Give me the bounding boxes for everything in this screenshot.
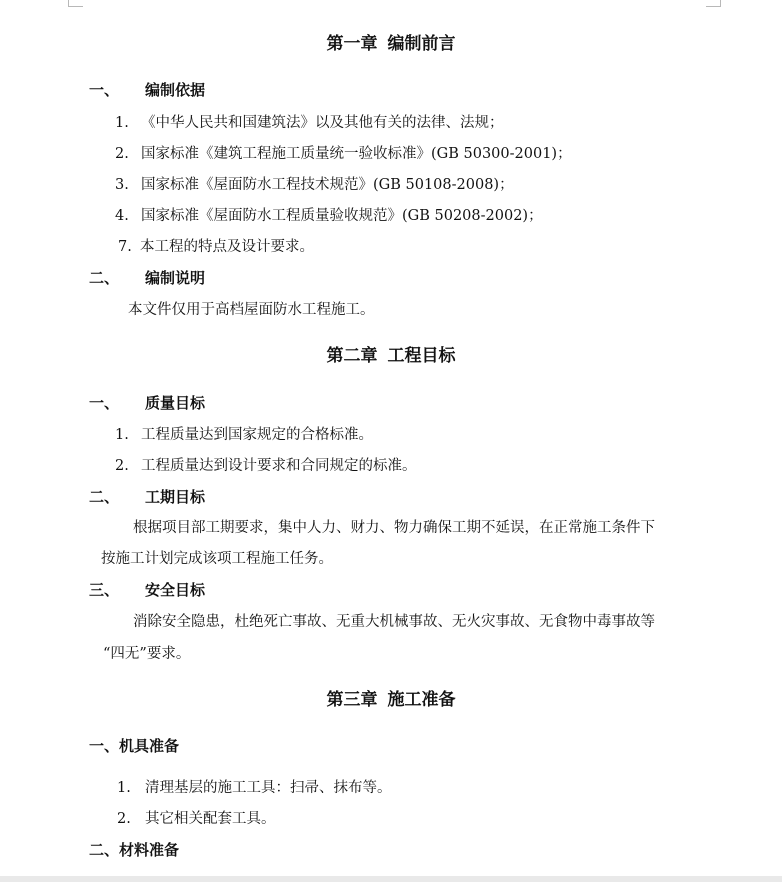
section-number: 三、 bbox=[89, 581, 120, 599]
paragraph-line: 按施工计划完成该项工程施工任务。 bbox=[101, 551, 333, 567]
chapter-title: 第三章 施工准备 bbox=[326, 690, 456, 710]
list-item-number: 1. bbox=[115, 427, 129, 443]
section-number: 二、 bbox=[89, 488, 120, 506]
list-item-number: 7. bbox=[118, 239, 132, 255]
list-item-text: 《中华人民共和国建筑法》以及其他有关的法律、法规； bbox=[141, 115, 504, 131]
paragraph-line: “四无”要求。 bbox=[103, 646, 191, 662]
list-item-number: 4. bbox=[115, 208, 129, 224]
list-item-text: 工程质量达到国家规定的合格标准。 bbox=[141, 427, 373, 443]
list-item-text: 清理基层的施工工具：扫帚、抹布等。 bbox=[145, 780, 392, 796]
section-heading: 二、材料准备 bbox=[89, 841, 180, 859]
section-title: 安全目标 bbox=[145, 581, 206, 599]
list-item-number: 1. bbox=[115, 115, 129, 131]
list-item-text: 国家标准《屋面防水工程质量验收规范》(GB 50208-2002)； bbox=[141, 208, 543, 224]
list-item-text: 本工程的特点及设计要求。 bbox=[140, 239, 314, 255]
page-bottom-edge bbox=[0, 876, 782, 882]
chapter-title: 第二章 工程目标 bbox=[326, 346, 456, 366]
section-title: 工期目标 bbox=[145, 488, 206, 506]
paragraph-line: 消除安全隐患，杜绝死亡事故、无重大机械事故、无火灾事故、无食物中毒事故等 bbox=[133, 614, 655, 630]
section-number: 一、 bbox=[89, 394, 120, 412]
list-item-text: 其它相关配套工具。 bbox=[145, 811, 276, 827]
section-title: 编制依据 bbox=[145, 81, 206, 99]
list-item-text: 国家标准《屋面防水工程技术规范》(GB 50108-2008)； bbox=[141, 177, 514, 193]
list-item-text: 工程质量达到设计要求和合同规定的标准。 bbox=[141, 458, 417, 474]
section-number: 二、 bbox=[89, 269, 120, 287]
paragraph: 本文件仅用于高档屋面防水工程施工。 bbox=[128, 302, 375, 318]
list-item-text: 国家标准《建筑工程施工质量统一验收标准》(GB 50300-2001)； bbox=[141, 146, 572, 162]
list-item-number: 1. bbox=[117, 780, 131, 796]
section-number: 一、 bbox=[89, 81, 120, 99]
section-title: 编制说明 bbox=[145, 269, 206, 287]
paragraph-line: 根据项目部工期要求，集中人力、财力、物力确保工期不延误，在正常施工条件下 bbox=[133, 520, 655, 536]
chapter-title: 第一章 编制前言 bbox=[326, 34, 456, 54]
list-item-number: 2. bbox=[115, 146, 129, 162]
list-item-number: 2. bbox=[115, 458, 129, 474]
list-item-number: 3. bbox=[115, 177, 129, 193]
section-heading: 一、机具准备 bbox=[89, 737, 180, 755]
section-title: 质量目标 bbox=[145, 394, 206, 412]
list-item-number: 2. bbox=[117, 811, 131, 827]
